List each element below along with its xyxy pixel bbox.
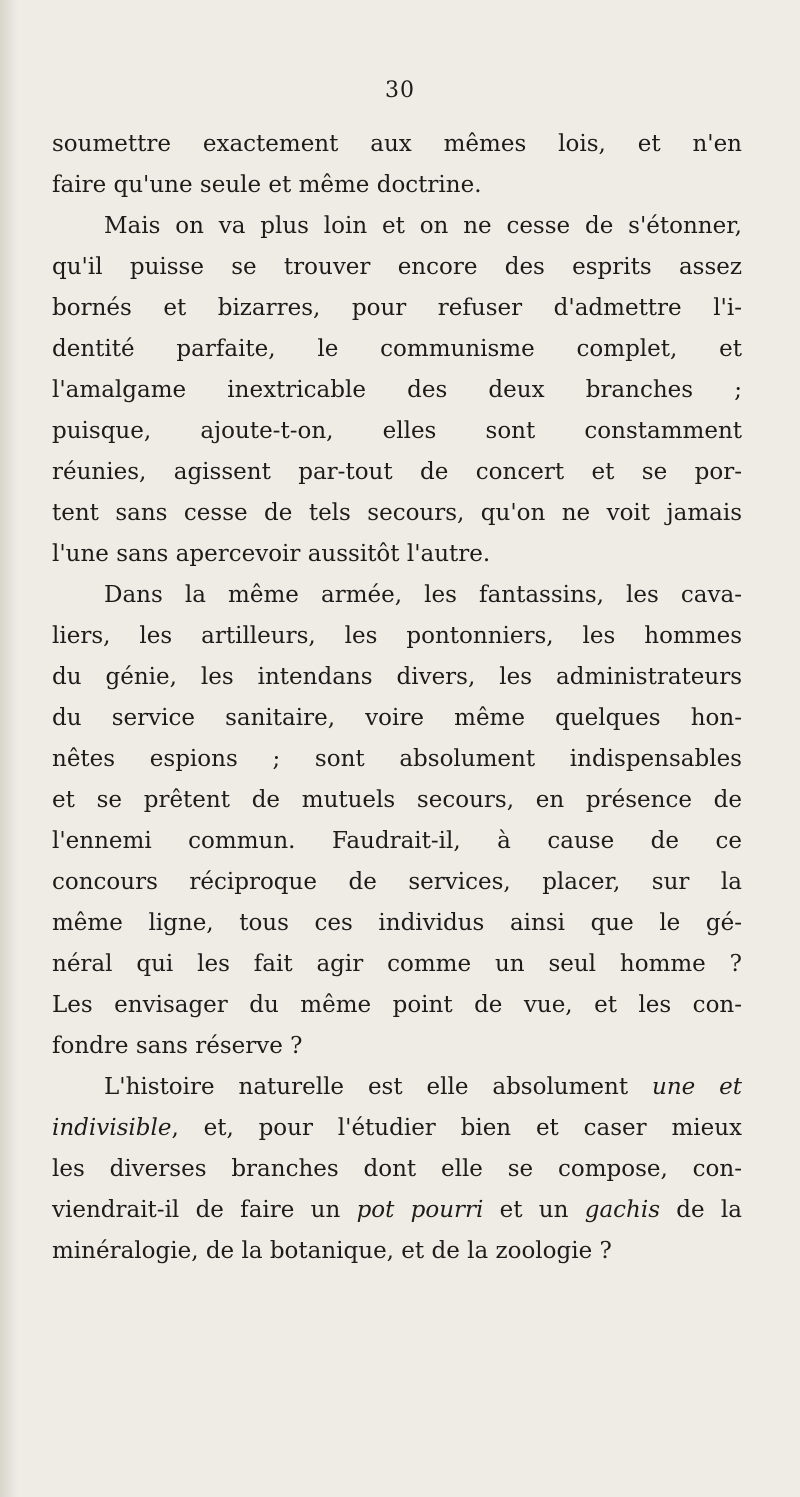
paragraph-2 xyxy=(52,206,742,575)
text-line: l'amalgame inextricable des deux branches ; xyxy=(52,377,742,403)
text-line: l'ennemi commun. Faudrait-il, à cause de ce xyxy=(52,828,742,854)
italic-phrase: une et xyxy=(652,1074,742,1100)
paragraph-1 xyxy=(52,124,742,206)
text-line: liers, les artilleurs, les pontonniers, les hommes xyxy=(52,623,742,649)
text-line: Mais on va plus loin et on ne cesse de s'étonner, xyxy=(104,213,742,239)
italic-phrase: gachis xyxy=(584,1197,661,1223)
italic-phrase: pot pourri xyxy=(356,1197,484,1223)
text-line: indivisible, et, pour l'étudier bien et caser mieux xyxy=(52,1115,742,1141)
text-line: qu'il puisse se trouver encore des esprits assez xyxy=(52,254,742,280)
text-line: fondre sans réserve ? xyxy=(52,1033,303,1059)
text-line: dentité parfaite, le communisme complet, et xyxy=(52,336,742,362)
text-line: tent sans cesse de tels secours, qu'on ne voit jamais xyxy=(52,500,742,526)
text-line: du génie, les intendans divers, les administrateurs xyxy=(52,664,742,690)
page-number: 30 xyxy=(385,78,415,103)
text-line: Dans la même armée, les fantassins, les cava- xyxy=(104,582,742,608)
text-line: du service sanitaire, voire même quelques hon- xyxy=(52,705,742,731)
text-line: L'histoire naturelle est elle absolument une et xyxy=(104,1074,742,1100)
text-line: concours réciproque de services, placer, sur la xyxy=(52,869,742,895)
text-line: Les envisager du même point de vue, et les con- xyxy=(52,992,742,1018)
italic-phrase: indivisible xyxy=(52,1115,172,1141)
body-text xyxy=(52,124,742,1272)
text-line: viendrait-il de faire un pot pourri et un gachis de la xyxy=(52,1197,742,1223)
paragraph-3 xyxy=(52,575,742,1067)
text-line: les diverses branches dont elle se compose, con- xyxy=(52,1156,742,1182)
text-line: nêtes espions ; sont absolument indispensables xyxy=(52,746,742,772)
text-line: minéralogie, de la botanique, et de la zoologie ? xyxy=(52,1238,612,1264)
text-line: faire qu'une seule et même doctrine. xyxy=(52,172,482,198)
text-line: et se prêtent de mutuels secours, en présence de xyxy=(52,787,742,813)
text-line: bornés et bizarres, pour refuser d'admettre l'i- xyxy=(52,295,742,321)
text-line: réunies, agissent par-tout de concert et se por- xyxy=(52,459,742,485)
text-line: néral qui les fait agir comme un seul homme ? xyxy=(52,951,742,977)
paragraph-4 xyxy=(52,1067,742,1272)
text-line: soumettre exactement aux mêmes lois, et n'en xyxy=(52,131,742,157)
text-line: puisque, ajoute-t-on, elles sont constamment xyxy=(52,418,742,444)
text-line: même ligne, tous ces individus ainsi que le gé- xyxy=(52,910,742,936)
page-edge-shadow xyxy=(0,0,18,1497)
text-line: l'une sans apercevoir aussitôt l'autre. xyxy=(52,541,491,567)
